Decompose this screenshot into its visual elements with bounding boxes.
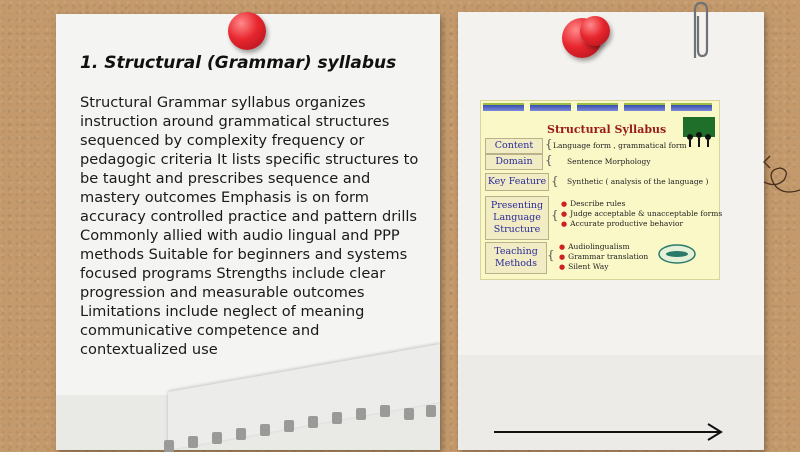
structural-syllabus-slide: Structural Syllabus Content { Language form , grammatical form Domain { Sentence Morphology Key Feature { Synthetic ( analysis of the language ) Presenting Language Structure { ● Describe rules ● Judge acceptable & unacceptable forms ● Accurate productive behavior Teaching Methods { ● Audiolingualism ● Grammar translation ● Silent Way <box>480 100 720 280</box>
paper-clip-icon <box>686 0 712 62</box>
row-item: ● Grammar translation <box>559 252 649 261</box>
slide-title: Structural Syllabus <box>547 123 667 136</box>
push-pin-icon <box>580 16 610 46</box>
curl-arrow-icon <box>756 150 800 206</box>
arrow-right-icon <box>494 422 726 442</box>
section-body-text: Structural Grammar syllabus organizes instruction around grammatical structures sequenced by complexity frequency or pedagogic criteria It lists specific structures to be taught and prescribes sequence and mastery outcomes Emphasis is on form accuracy controlled practice and pattern drills Commonly allied with audio lingual and PPP methods Suitable for beginners and systems focused programs Strengths include clear progression and measurable outcomes Limitations include neglect of meaning communicative competence and contextualized use <box>80 94 419 358</box>
row-item: Language form , grammatical form <box>553 141 687 150</box>
row-item: ● Describe rules <box>561 199 626 208</box>
row-item: ● Judge acceptable & unacceptable forms <box>561 209 723 218</box>
row-item: ● Accurate productive behavior <box>561 219 684 228</box>
row-item: ● Audiolingualism <box>559 242 630 251</box>
row-label-content: Content <box>485 138 543 154</box>
row-label-key-feature: Key Feature <box>485 173 549 191</box>
logo-icon <box>657 243 697 265</box>
row-item: ● Silent Way <box>559 262 609 271</box>
push-pin-icon <box>228 12 266 50</box>
row-label-presenting: Presenting Language Structure <box>485 196 549 240</box>
row-item: Sentence Morphology <box>567 157 651 166</box>
row-label-domain: Domain <box>485 154 543 170</box>
section-title: 1. Structural (Grammar) syllabus <box>80 53 397 73</box>
row-item: Synthetic ( analysis of the language ) <box>567 177 709 186</box>
row-label-teaching-methods: Teaching Methods <box>485 242 547 274</box>
